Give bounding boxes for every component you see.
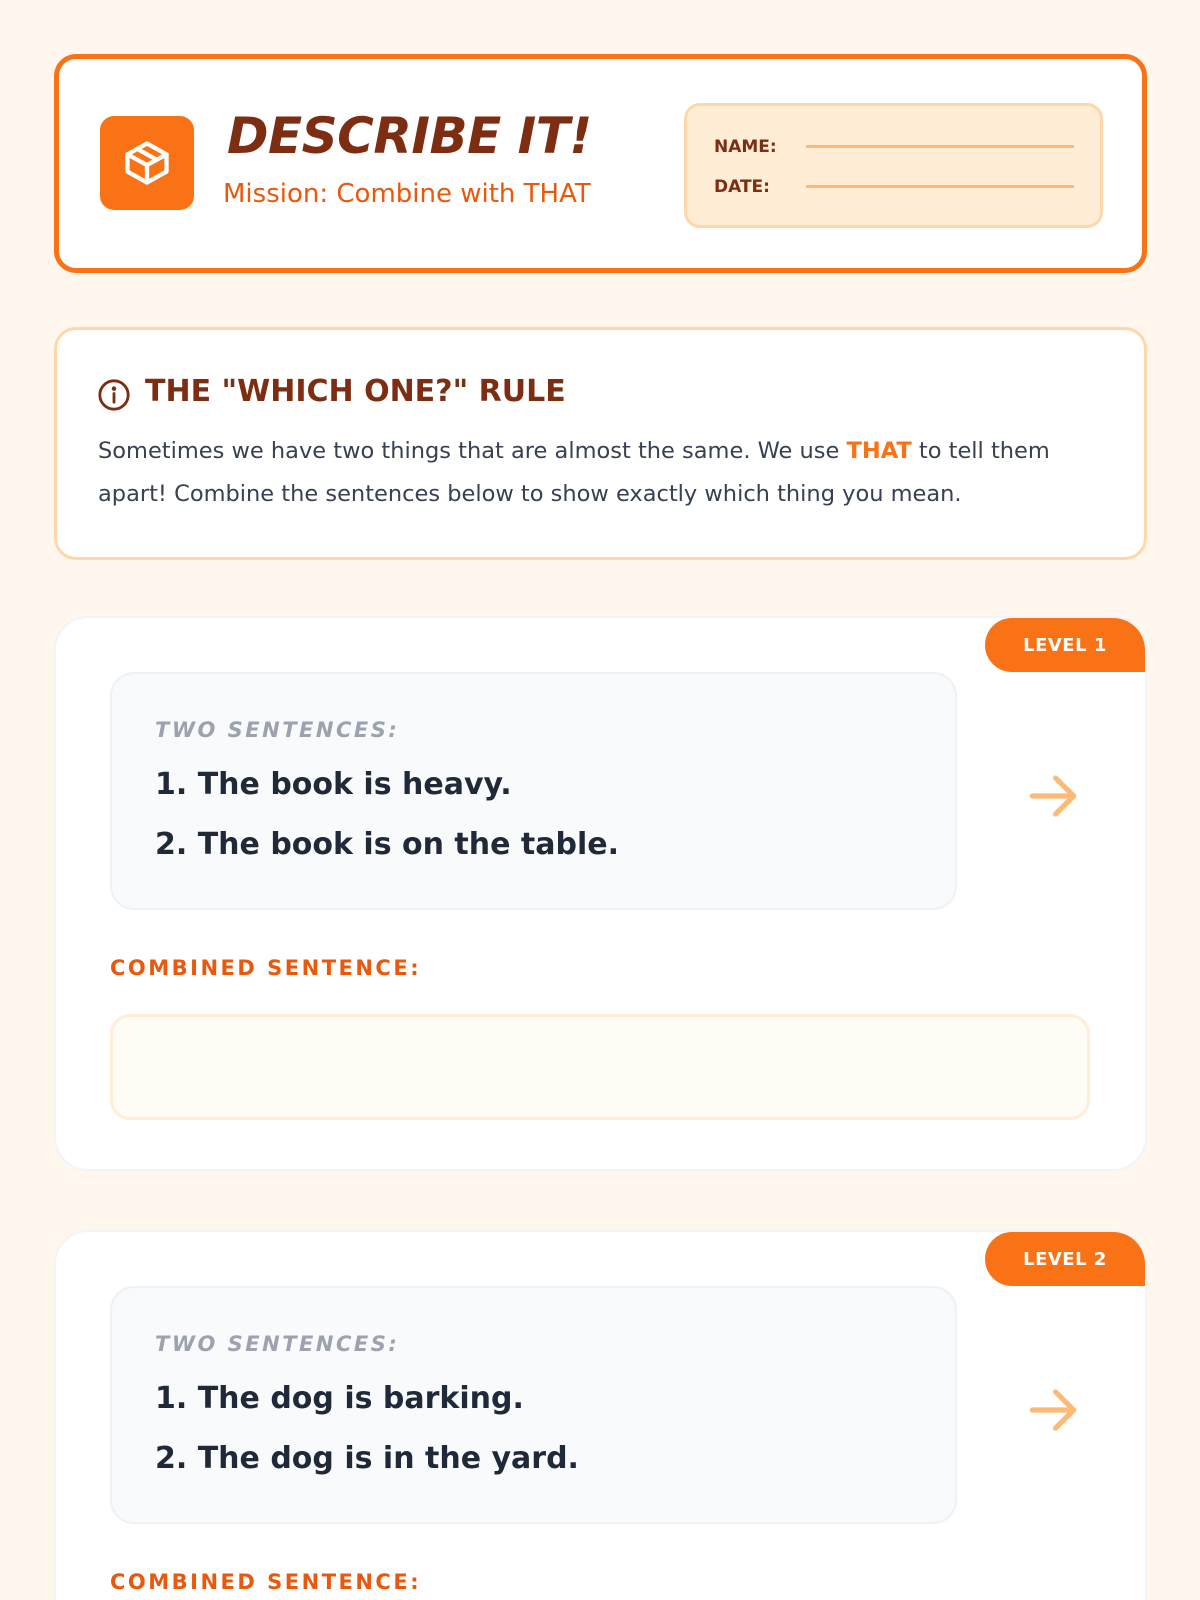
combined-sentence-input[interactable] xyxy=(110,1014,1090,1120)
level-card xyxy=(54,1230,1147,1600)
rule-text-after: to tell them apart! Combine the sentences below to show exactly which thing you mean. xyxy=(98,438,1050,507)
rule-text-before: Sometimes we have two things that are almost the same. We use xyxy=(98,438,847,464)
sentence-one: 1. The dog is barking. xyxy=(155,1381,524,1416)
sentence-one: 1. The book is heavy. xyxy=(155,767,512,802)
sentence-two: 2. The book is on the table. xyxy=(155,827,619,862)
date-label: DATE: xyxy=(714,177,770,197)
arrow-right-icon xyxy=(1022,1379,1084,1441)
two-sentences-box xyxy=(110,1286,957,1524)
rule-box xyxy=(54,327,1147,560)
two-sentences-label: TWO SENTENCES: xyxy=(155,718,400,742)
page-title: DESCRIBE IT! xyxy=(227,107,592,165)
arrow-right-icon xyxy=(1022,765,1084,827)
combined-sentence-label: COMBINED SENTENCE: xyxy=(110,956,422,980)
two-sentences-box xyxy=(110,672,957,910)
worksheet-header xyxy=(54,54,1147,273)
rule-highlight: THAT xyxy=(846,438,912,464)
level-badge: LEVEL 1 xyxy=(985,618,1145,672)
date-line[interactable] xyxy=(806,185,1074,188)
name-label: NAME: xyxy=(714,137,777,157)
level-badge: LEVEL 2 xyxy=(985,1232,1145,1286)
sentence-two: 2. The dog is in the yard. xyxy=(155,1441,579,1476)
rule-text xyxy=(98,430,1108,516)
page-subtitle: Mission: Combine with THAT xyxy=(223,179,591,209)
combined-sentence-label: COMBINED SENTENCE: xyxy=(110,1570,422,1594)
package-icon xyxy=(100,116,194,210)
name-line[interactable] xyxy=(806,145,1074,148)
rule-title: THE "WHICH ONE?" RULE xyxy=(145,374,566,409)
level-card xyxy=(54,616,1147,1171)
name-date-box xyxy=(684,103,1103,228)
info-icon xyxy=(97,378,131,412)
two-sentences-label: TWO SENTENCES: xyxy=(155,1332,400,1356)
